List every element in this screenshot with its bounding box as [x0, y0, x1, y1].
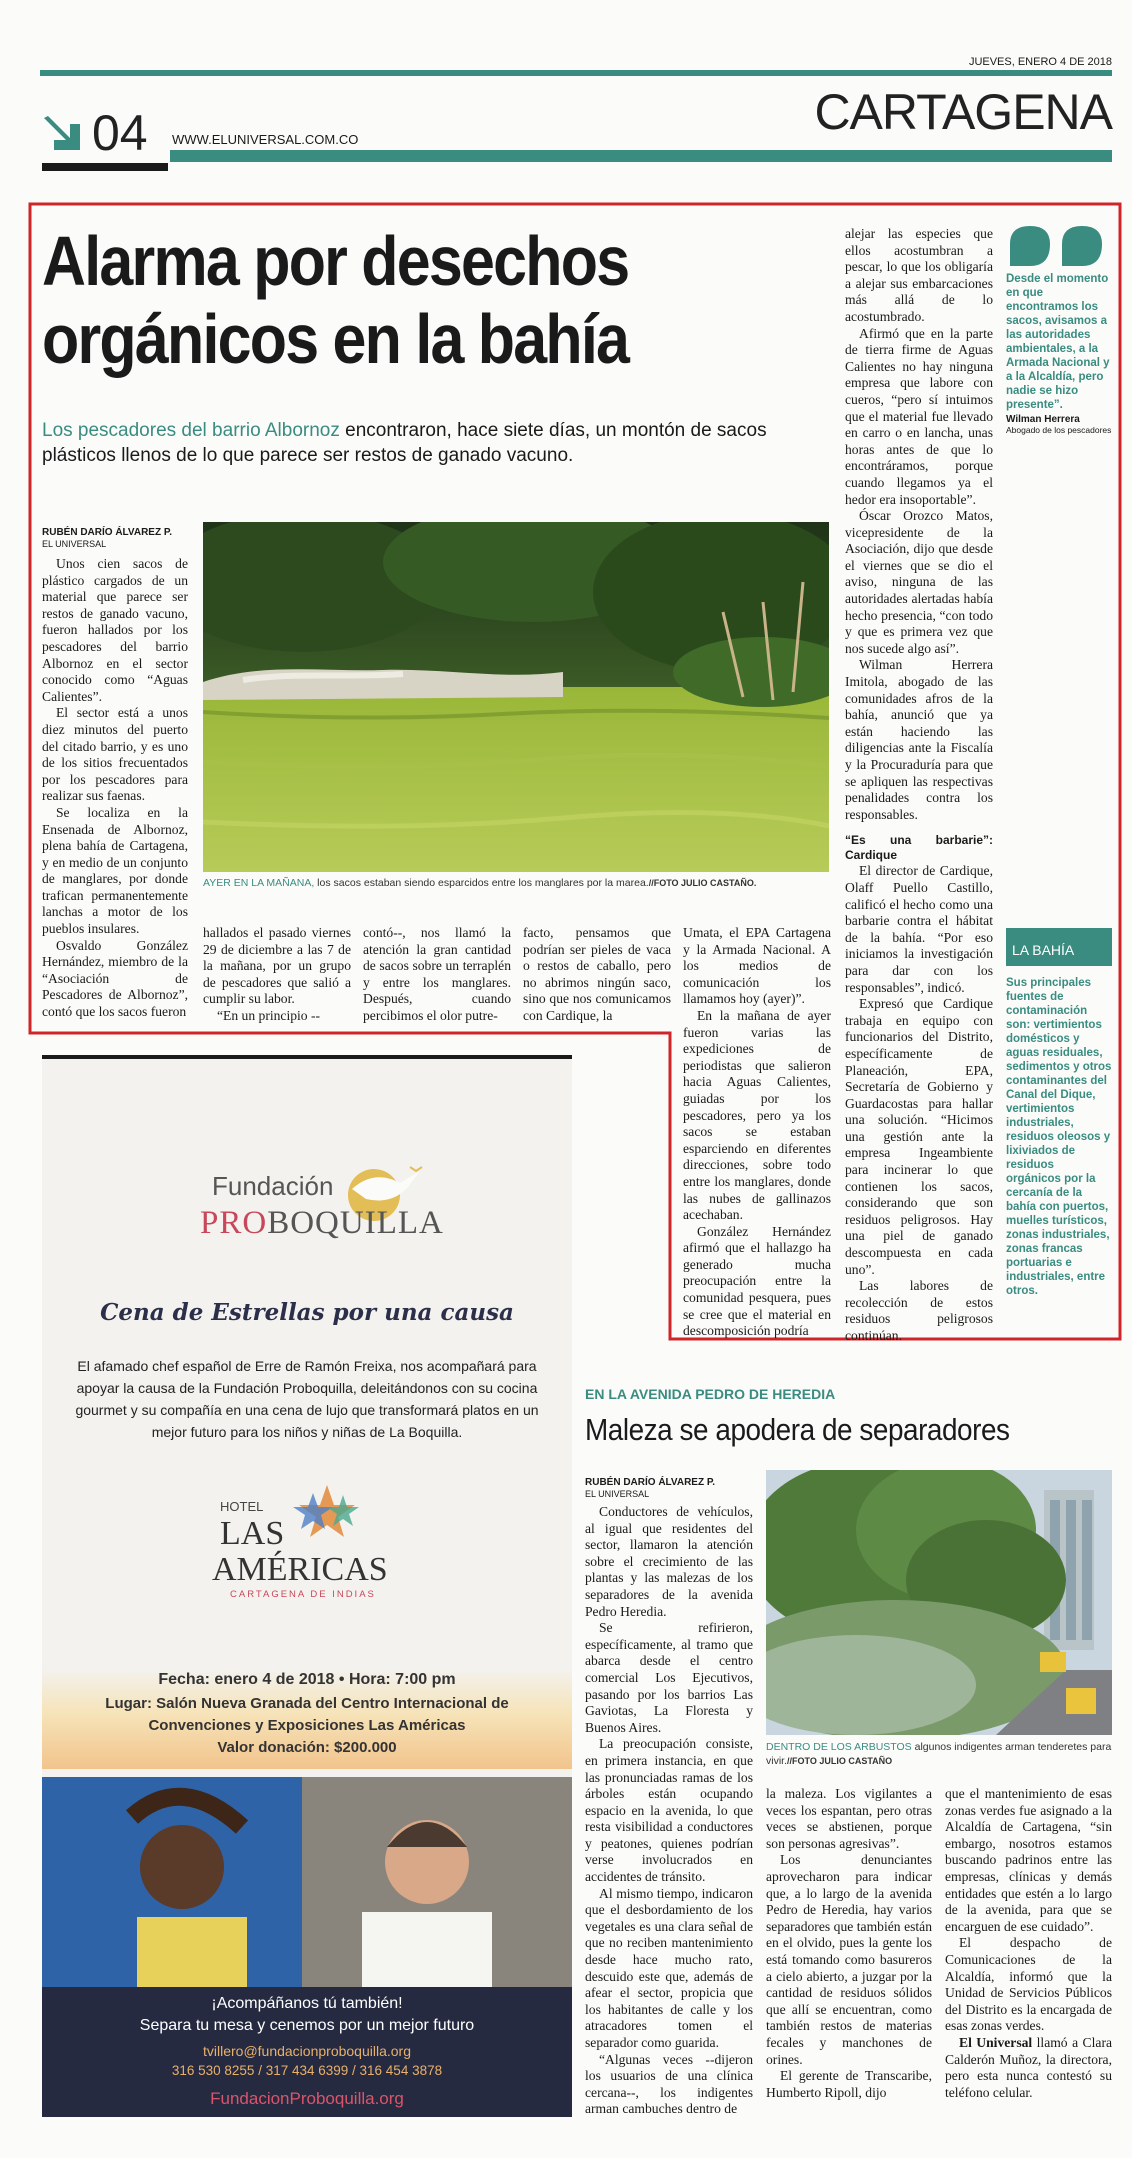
foundation-name-pro: PRO [200, 1205, 268, 1241]
second-byline [585, 1476, 735, 1500]
header-top-rule [40, 70, 1112, 76]
mangrove-photo [203, 522, 829, 872]
main-column-4 [523, 925, 671, 1025]
second-column-3 [945, 1786, 1112, 2101]
main-photo-caption [203, 876, 843, 890]
ad-phones: 316 530 8255 / 317 434 6399 / 316 454 3878 [171, 2063, 443, 2078]
ad-cta-1: ¡Acompáñanos tú también! [211, 1995, 403, 2012]
hotel-label: HOTEL [220, 1499, 264, 1514]
paragraph: Se refirieron, específicamente, al tramo que abarca desde el centro comercial Los Ejecutivos, pasando por los barrios Las Gaviotas, La Floresta y Buenos Aires. [585, 1620, 753, 1735]
paragraph: que el mantenimiento de esas zonas verdes fue asignado a la Alcaldía de Cartagena, “sin embargo, nosotros estamos buscando padrinos entre las empresas, clínicas y demás entidades que estén a lo largo de la avenida, para que se encarguen de ese cuidado”. [945, 1786, 1112, 1934]
sidebar-text: Sus principales fuentes de contaminación son: vertimientos domésticos y aguas residuales, sedimentos y otros contaminantes del Canal del Dique, vertimientos industriales, residuos oleosos y lixiviados de residuos orgánicos por la cercanía de la bahía con puertos, muelles turísticos, zonas industriales, zonas francas portuarias e industriales, entre otros. [1006, 977, 1112, 1297]
pull-quote: Desde el momento en que encontramos los sacos, avisamos a las autoridades ambientales, a la Armada Nacional y a la Alcaldía, pero nadie se hizo presente”. [1006, 273, 1110, 411]
paragraph: El sector está a unos diez minutos del puerto del citado barrio, y es uno de los sitios frecuentados por los pescadores para realizar sus faenas. [42, 705, 188, 804]
issue-date: JUEVES, ENERO 4 DE 2018 [968, 56, 1112, 68]
header-bottom-rule [170, 150, 1112, 162]
quote-box [1006, 222, 1112, 435]
ad-cta-2: Separa tu mesa y cenemos por un mejor futuro [139, 2017, 475, 2034]
paragraph: Óscar Orozco Matos, vicepresidente de la Asociación, dijo que desde el viernes que se dio el aviso, ninguna de las autoridades alertadas había hecho presencia, “con todo y que es primera vez que nos sucede algo así”. [845, 508, 993, 656]
quote-marks-icon [1006, 222, 1112, 272]
caption-text: los sacos estaban siendo esparcidos entre los manglares por la marea. [314, 877, 649, 889]
quote-author: Wilman Herrera [1006, 414, 1080, 425]
subheading: “Es una barbarie”: Cardique [845, 833, 993, 863]
paragraph: Unos cien sacos de plástico cargados de un material que parece ser restos de ganado vacuno, fueron hallados por los pescadores del barrio Albornoz en el sector conocido como “Aguas Calientes”. [42, 556, 188, 704]
event-place-2: Convenciones y Exposiciones Las Américas [148, 1717, 466, 1734]
foundation-prefix: Fundación [212, 1171, 334, 1201]
event-donation: Valor donación: $200.000 [217, 1739, 397, 1756]
paragraph: Conductores de vehículos, al igual que residentes del sector, llamaron la atención sobre el crecimiento de las plantas y las malezas de los separadores de la avenida Pedro Heredia. [585, 1504, 753, 1619]
event-date-time: Fecha: enero 4 de 2018 • Hora: 7:00 pm [158, 1671, 456, 1688]
sidebar-title: LA BAHÍA [1006, 928, 1112, 966]
sidebar-box [1006, 928, 1112, 1298]
arrow-icon [42, 110, 90, 158]
event-place-1: Lugar: Salón Nueva Granada del Centro Internacional de [105, 1695, 509, 1712]
paragraph: la maleza. Los vigilantes a veces los espantan, pero otras veces se abstienen, porque son personas agresivas”. [766, 1786, 932, 1851]
paragraph: Osvaldo González Hernández, miembro de la “Asociación de Pescadores de Albornoz”, contó que los sacos fueron [42, 937, 188, 1020]
quote-role: Abogado de los pescadores [1006, 425, 1112, 435]
paragraph: “En un principio -- [217, 1007, 321, 1023]
paragraph: La preocupación consiste, en primera instancia, en que las pronunciadas ramas de los árboles están ocupando espacio en la avenida, lo que resta visibilidad a conductores y peatones, quienes podrían verse involucrados en accidentes de tránsito. [585, 1736, 753, 1885]
paragraph: facto, pensamos que podrían ser pieles de vaca o restos de caballo, pero no abrimos ningún saco, sino que nos comunicamos con Cardique, la [523, 925, 671, 1023]
main-column-6 [845, 226, 993, 1345]
paragraph: Al mismo tiempo, indicaron que el desbordamiento de los vegetales es una clara señal de que no reciben mantenimiento desde hace mucho rato, descuido este que, además de afear el sector, propicia que los habitantes de calle y los atracadores tomen el separador como guarida. [585, 1885, 753, 2050]
page-number-underline [42, 163, 168, 171]
hotel-name-americas: AMÉRICAS [212, 1551, 388, 1588]
ad-photo [42, 1777, 572, 1987]
paragraph: Expresó que Cardique trabaja en equipo con funcionarios del Distrito, específicamente de Planeación, EPA, Secretaría de Gobierno y Guardacostas para hallar una solución. “Hicimos una gestión ante la empresa Ingeambiente para incinerar lo que contienen los sacos, considerando que son residuos peligrosos. Hay una piel de ganado descompuesta en cada uno”. [845, 996, 993, 1277]
lede-highlight: Los pescadores del barrio Albornoz [42, 420, 340, 441]
caption-text: algunos indigentes arman tenderetes para vivir. [766, 1741, 1112, 1767]
paragraph: El gerente de Transcaribe, Humberto Ripoll, dijo [766, 2068, 932, 2100]
main-column-5 [683, 925, 831, 1340]
ad-email[interactable]: tvillero@fundacionproboquilla.org [202, 2043, 411, 2059]
main-lede [42, 418, 812, 468]
outlet-name: El Universal [959, 2034, 1033, 2050]
photo-credit: //FOTO JULIO CASTAÑO [787, 1756, 893, 1766]
main-headline: Alarma por desechos orgánicos en la bahía [42, 222, 629, 378]
section-title: CARTAGENA [814, 84, 1112, 140]
paragraph: Wilman Herrera Imitola, abogado de las comunidades afros de la bahía, anunció que ya están haciendo las diligencias ante la Fiscalía y la Procuraduría para que se apliquen las respectivas penalidades contra los responsables. [845, 657, 993, 822]
byline-author: RUBÉN DARÍO ÁLVAREZ P. [585, 1477, 716, 1488]
street-photo [766, 1470, 1112, 1735]
event-title: Cena de Estrellas por una causa [100, 1299, 514, 1326]
paragraph: El despacho de Comunicaciones de la Alcaldía, informó que la Unidad de Servicios Públicos del Distrito es la encargada de esas zonas verdes. [945, 1935, 1112, 2034]
ad-website[interactable]: FundacionProboquilla.org [210, 2089, 404, 2108]
main-column-3 [363, 925, 511, 1025]
byline-author: RUBÉN DARÍO ÁLVAREZ P. [42, 527, 173, 538]
paragraph: González Hernández afirmó que el hallazgo ha generado mucha preocupación entre la comunidad pesquera, pues se cree que el material en descomposición podría [683, 1223, 831, 1339]
paragraph [945, 2035, 1112, 2101]
paragraph: contó--, nos llamó la atención la gran cantidad de sacos sobre un terraplén y entre los manglares. Después, cuando percibimos el olor putre- [363, 925, 511, 1023]
paragraph: Las labores de recolección de estos residuos peligrosos continúan. [845, 1278, 993, 1343]
second-photo-caption [766, 1740, 1112, 1768]
event-description: El afamado chef español de Erre de Ramón Freixa, nos acompañará para apoyar la causa de la Fundación Proboquilla, deleitándonos con su cocina gourmet y su compañía en una cena de lujo que transformará platos en un mejor futuro para los niños y niñas de La Boquilla. [75, 1358, 539, 1440]
second-column-1 [585, 1504, 753, 2118]
foundation-name [200, 1205, 444, 1242]
main-column-2 [203, 925, 351, 1025]
main-byline [42, 526, 192, 550]
advertisement [42, 1055, 572, 2117]
paragraph: Umata, el EPA Cartagena y la Armada Nacional. A los medios de comunicación los llamamos hoy (ayer)”. [683, 925, 831, 1007]
paragraph: hallados el pasado viernes 29 de diciembre a las 7 de la mañana, por un grupo de pescadores que salió a cumplir su labor. [203, 925, 351, 1007]
second-kicker: EN LA AVENIDA PEDRO DE HEREDIA [585, 1386, 836, 1402]
paragraph: Afirmó que en la parte de tierra firme de Aguas Calientes no hay ninguna empresa que labore con cueros, “pero sí intuimos que el material fue llevado en carro o en lancha, unas horas antes de que lo encontráramos, porque cuando llegamos ya el hedor era insoportable”. [845, 325, 993, 507]
photo-credit: //FOTO JULIO CASTAÑO. [648, 878, 757, 888]
second-column-2 [766, 1786, 932, 2101]
foundation-name-rest: BOQUILLA [267, 1205, 444, 1241]
caption-highlight: AYER EN LA MAÑANA, [203, 877, 315, 889]
paragraph: alejar las especies que ellos acostumbran a pescar, lo que los obligaría a alejar sus embarcaciones más allá de lo acostumbrado. [845, 226, 993, 324]
byline-outlet: EL UNIVERSAL [42, 539, 107, 549]
second-headline: Maleza se apodera de separadores [585, 1412, 1010, 1447]
website-link[interactable]: WWW.ELUNIVERSAL.COM.CO [172, 132, 359, 147]
main-column-1 [42, 556, 188, 1021]
lede-text: encontraron, hace siete días, un montón de sacos plásticos llenos de lo que parece ser restos de ganado vacuno. [42, 420, 767, 466]
byline-outlet: EL UNIVERSAL [585, 1489, 650, 1499]
paragraph: “Algunas veces --dijeron los usuarios de una clínica cercana--, los indigentes arman cambuches dentro de [585, 2051, 753, 2117]
paragraph: Se localiza en la Ensenada de Albornoz, plena bahía de Cartagena, y en medio de un conjunto de manglares, por donde trafican permanentemente lanchas a motor de los pueblos insulares. [42, 804, 188, 937]
paragraph: Los denunciantes aprovecharon para indicar que, a lo largo de la avenida Pedro de Heredia, hay varios separadores que también están en el olvido, pues la gente los está tomando como basureros a cielo abierto, a juzgar por la cantidad de residuos sólidos que allí se encuentran, como también restos de materias fecales y manchones de orines. [766, 1852, 932, 2067]
paragraph-text: llamó a Clara Calderón Muñoz, la directora, pero esta nunca contestó su teléfono celular. [945, 2034, 1112, 2100]
page-number: 04 [92, 105, 148, 161]
hotel-name-las: LAS [220, 1515, 285, 1552]
paragraph: El director de Cardique, Olaff Puello Castillo, calificó el hecho como una barbarie contra el hábitat de la bahía. “Por eso iniciamos la investigación para dar con los responsables”, indicó. [845, 863, 993, 995]
caption-highlight: DENTRO DE LOS ARBUSTOS [766, 1741, 912, 1753]
paragraph: En la mañana de ayer fueron varias las expediciones de periodistas que salieron hacia Aguas Calientes, guiadas por los pescadores, pero ya los sacos se estaban esparciendo en diferentes direcciones, sobre todo entre los manglares, donde las nubes de gallinazos acechaban. [683, 1007, 831, 1223]
hotel-city: CARTAGENA DE INDIAS [230, 1589, 376, 1600]
